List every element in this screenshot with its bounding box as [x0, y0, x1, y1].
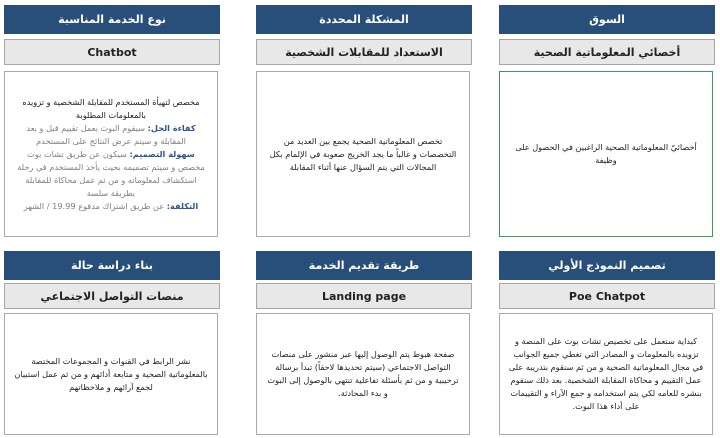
- case-study-description-box: [4, 313, 218, 435]
- market-description: أخصائيّ المعلوماتية الصحية الراغبين في الحصول على وظيفة: [515, 142, 697, 165]
- ease-text: سيكون عن طريق تشات بوت مخصص و سيتم تصميمه بحيث يأخذ المستخدم في رحلة استكشاف لمعلوماته و من ثم عمل محاكاة للمقابلة بطريقة سلسة: [17, 148, 205, 198]
- prototype-subheader: Poe Chatpot: [499, 283, 715, 309]
- prototype-description-box: [499, 313, 713, 435]
- case-study-subheader: منصات التواصل الاجتماعي: [4, 283, 220, 309]
- problem-description-box: [256, 71, 470, 237]
- market-subheader: أخصائي المعلوماتية الصحية: [499, 39, 715, 65]
- delivery-description-box: [256, 313, 470, 435]
- market-header: السوق: [499, 5, 715, 34]
- service-description: [5, 90, 217, 219]
- service-cost: [13, 200, 209, 213]
- case-study-header: بناء دراسة حالة: [4, 251, 220, 280]
- service-efficiency: [13, 122, 209, 148]
- prototype-header: تصميم النموذج الأولي: [499, 251, 715, 280]
- ease-label: سهولة التصميم:: [129, 148, 195, 159]
- efficiency-text: سيقوم البوت بعمل تقييم قبل و بعد المقابلة و سيتم عرض النتائج على المستخدم: [26, 122, 186, 146]
- service-subheader: Chatbot: [4, 39, 220, 65]
- service-header: نوع الخدمة المناسبة: [4, 5, 220, 34]
- service-intro: مخصص لتهيأة المستخدم للمقابلة الشخصية و تزويده بالمعلومات المطلوبة: [22, 96, 200, 120]
- delivery-subheader: Landing page: [256, 283, 472, 309]
- service-description-box: [4, 71, 218, 237]
- delivery-header: طريقة تقديم الخدمة: [256, 251, 472, 280]
- market-description-box: [499, 71, 713, 237]
- efficiency-label: كفاءة الحل:: [147, 122, 196, 133]
- case-study-description: نشر الرابط في القنوات و المجموعات المختصة بالمعلوماتية الصحية و متابعة أدائهم و من ثم عمل استبيان لجمع آرائهم و ملاحظاتهم: [14, 355, 208, 392]
- problem-header: المشكلة المحددة: [256, 5, 472, 34]
- cost-text: عن طريق اشتراك مدفوع 19.99 / الشهر: [23, 200, 165, 211]
- problem-subheader: الاستعداد للمقابلات الشخصية: [256, 39, 472, 65]
- service-ease: [13, 148, 209, 200]
- prototype-description: كبداية سنعمل على تخصيص تشات بوت على المنصة و تزويده بالمعلومات و المصادر التي تغطي جميع الجوانب في مجال المعلوماتية الصحية و من ثم سنقوم بتدريبه على عمل التقييم و محاكاة المقابلة الشخصية. بعد ذلك سنقوم بنشره للعامه لكي يتم استخدامه و جمع الآراء و التقييمات على أداء هذا البوت.: [508, 336, 704, 411]
- delivery-description: صفحة هبوط يتم الوصول إليها عبر منشور على منصات التواصل الاجتماعي (سيتم تحديدها لاحقاً) تبدأ برسالة ترحيبية و من ثم بأسئلة تفاعلية تنتهي بالوصول إلى البوت و بدء المحادثة.: [267, 349, 459, 398]
- cost-label: التكلفة:: [166, 200, 199, 211]
- problem-description: تخصص المعلوماتية الصحية يجمع بين العديد من التخصصات و غالباً ما يجد الخريج صعوبة في الإلمام بكل المجالات التي يتم السؤال عنها أثناء المقابلة: [269, 135, 457, 172]
